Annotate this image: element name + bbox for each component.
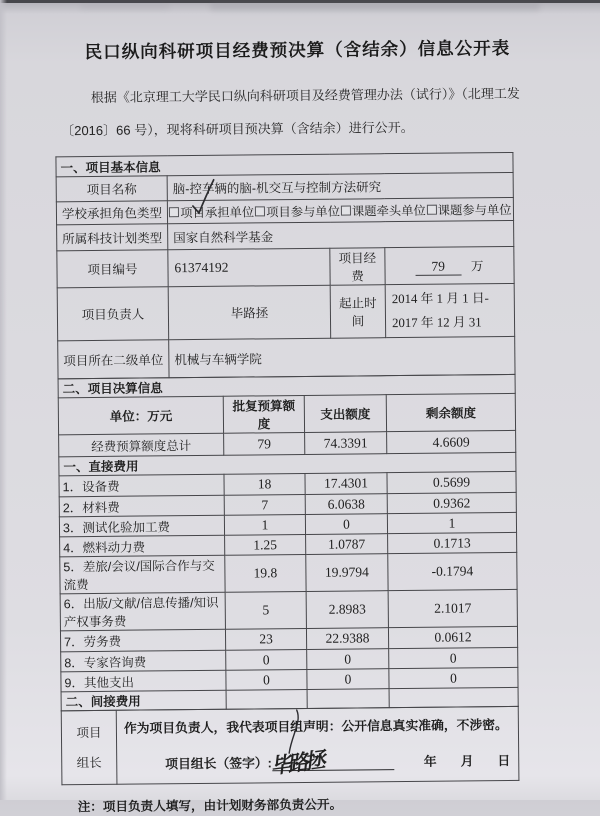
project-number-value: 61374192: [168, 248, 330, 287]
expense-label: 4．燃料动力费: [60, 535, 225, 557]
expense-budget: 19.8: [225, 554, 306, 592]
leader-label: 项目负责人: [57, 287, 169, 341]
role-option: [255, 202, 340, 221]
duration-end: 2017 年 12 月 31: [391, 315, 482, 331]
expense-remain: 0.9362: [387, 492, 516, 513]
expense-label: 8．专家咨询费: [61, 650, 226, 672]
expense-budget: 1: [224, 514, 305, 535]
col-header-spent: 支出额度: [304, 395, 386, 433]
sign-label: 项目组长（签字）:: [165, 755, 272, 772]
expense-label: 1．设备费: [59, 474, 224, 497]
expense-remain: 0.0612: [388, 626, 517, 648]
expense-remain: -0.1794: [388, 552, 517, 590]
plan-type-value: 国家自然科学基金: [168, 220, 514, 249]
total-remain: 4.6609: [387, 430, 516, 453]
budget-amount: 79: [415, 258, 461, 275]
expense-row: [60, 589, 517, 630]
date-fields: [424, 750, 511, 770]
col-header-budget: 批复预算额度: [223, 395, 304, 433]
indirect-budget-empty: [226, 689, 307, 709]
role-option-label: 项目承担单位: [180, 205, 255, 221]
expense-spent: 0: [307, 649, 389, 670]
expense-remain: 0: [389, 667, 518, 688]
unit-value: 机械与车辆学院: [169, 336, 515, 377]
expense-spent: 6.0638: [305, 494, 387, 515]
form-table: [55, 152, 518, 785]
expense-label: 6．出版/文献/信息传播/知识产权事务费: [60, 592, 225, 631]
checkbox-icon: [255, 206, 265, 216]
intro-line-1: 根据《北京理工大学民口纵向科研项目及经费管理办法（试行）》（北理工发: [90, 85, 520, 105]
sign-line-row: [165, 748, 511, 779]
expense-label: 9．其他支出: [61, 670, 226, 692]
role-option-label: 课题参与单位: [437, 202, 512, 218]
page-title: 民口纵向科研项目经费预决算（含结余）信息公开表: [84, 37, 511, 63]
role-option-label: 项目参与单位: [266, 204, 341, 220]
duration-label: 起止时间: [330, 285, 386, 339]
budget-value-cell: [385, 246, 514, 284]
signature-left-label-line1: 项目: [76, 725, 102, 740]
role-option-label: 课题牵头单位: [351, 203, 426, 219]
expense-label: 7．劳务费: [60, 629, 225, 652]
signature-left-label-line2: 组长: [76, 755, 102, 770]
role-options-cell: [167, 197, 513, 223]
total-spent: 74.3391: [305, 432, 387, 455]
role-type-label: 学校承担角色类型: [56, 201, 167, 225]
leader-name: 毕路拯: [168, 285, 331, 340]
intro-paragraph: [61, 77, 559, 148]
expense-spent: 17.4301: [305, 473, 387, 495]
basic-info-section-title: 一、项目基本信息: [56, 152, 513, 176]
expense-remain: 1: [387, 512, 516, 533]
settlement-header-row: [58, 393, 515, 434]
expense-spent: 0: [307, 669, 389, 690]
expense-budget: 7: [224, 494, 305, 515]
expense-row: [60, 552, 517, 593]
signature-row: [61, 706, 519, 784]
signature-line: [270, 748, 394, 779]
basic-info-table: [55, 152, 515, 379]
expense-remain: 0.5699: [387, 471, 516, 493]
settlement-table: [58, 374, 519, 711]
duration-start: 2014 年 1 月 1 日-: [391, 291, 489, 307]
unit-row: [58, 336, 515, 378]
signature-table: [61, 706, 520, 785]
expense-spent: 19.9794: [306, 554, 388, 592]
expense-remain: 0: [389, 647, 518, 668]
checkbox-icon: [169, 207, 179, 217]
project-name-label: 项目名称: [56, 176, 167, 202]
project-number-label: 项目编号: [57, 250, 168, 288]
expense-label: 5．差旅/会议/国际合作与交流费: [60, 555, 225, 594]
expense-budget: 5: [225, 591, 306, 629]
expense-spent: 0: [305, 514, 387, 535]
signature-content-cell: [116, 706, 519, 784]
expense-budget: 1.25: [225, 534, 306, 555]
budget-label: 项目经费: [330, 248, 385, 286]
plan-type-label: 所属科技计划类型: [57, 224, 168, 251]
col-header-remain: 剩余额度: [386, 393, 515, 431]
project-number-row: [57, 246, 514, 287]
expense-rows: [59, 471, 518, 691]
expense-label: 2．材料费: [59, 495, 224, 517]
settlement-section-title: 二、项目决算信息: [58, 374, 515, 397]
budget-unit: 万: [470, 259, 484, 274]
total-label: 经费预算额度总计: [59, 433, 224, 457]
expense-spent: 2.8983: [306, 591, 388, 629]
expense-remain: 0.1713: [388, 532, 517, 553]
expense-budget: 18: [224, 473, 305, 495]
indirect-cost-header: 二、间接费用: [61, 690, 226, 711]
duration-value: [385, 283, 515, 337]
intro-line-2: 〔2016〕66 号），现将科研项目预决算（含结余）进行公开。: [61, 119, 414, 139]
role-option: [427, 200, 512, 219]
checkbox-icon: [427, 205, 437, 215]
expense-budget: 0: [226, 669, 307, 690]
project-name-value: 脑-控车辆的脑-机交互与控制方法研究: [167, 172, 513, 200]
direct-cost-header: 一、直接费用: [59, 452, 516, 475]
expense-budget: 0: [226, 649, 307, 670]
indirect-remain-empty: [389, 687, 518, 707]
expense-label: 3．测试化验加工费: [59, 515, 224, 537]
declaration-text: 作为项目负责人，我代表项目组声明：公开信息真实准确，不涉密。: [123, 717, 508, 736]
checkbox-icon: [341, 206, 351, 216]
date-field-label: 年: [423, 753, 437, 769]
expense-remain: 2.1017: [388, 589, 517, 627]
leader-row: [57, 283, 515, 340]
indirect-spent-empty: [307, 689, 389, 709]
signature-left-label: [61, 710, 117, 785]
role-option: [341, 201, 426, 220]
expense-spent: 22.9388: [306, 628, 388, 650]
col-header-unit: 单位：万元: [58, 396, 223, 435]
expense-spent: 1.0787: [306, 534, 388, 555]
unit-label: 项目所在二级单位: [58, 340, 169, 379]
date-field-label: 月: [460, 753, 474, 769]
date-field-label: 日: [497, 753, 511, 769]
expense-budget: 23: [225, 628, 306, 650]
handwritten-signature: 毕路拯: [270, 748, 324, 779]
role-option: [169, 202, 254, 221]
total-budget: 79: [224, 432, 305, 455]
footnote: 注：项目负责人填写，由计划财务部负责公开。: [77, 797, 343, 815]
